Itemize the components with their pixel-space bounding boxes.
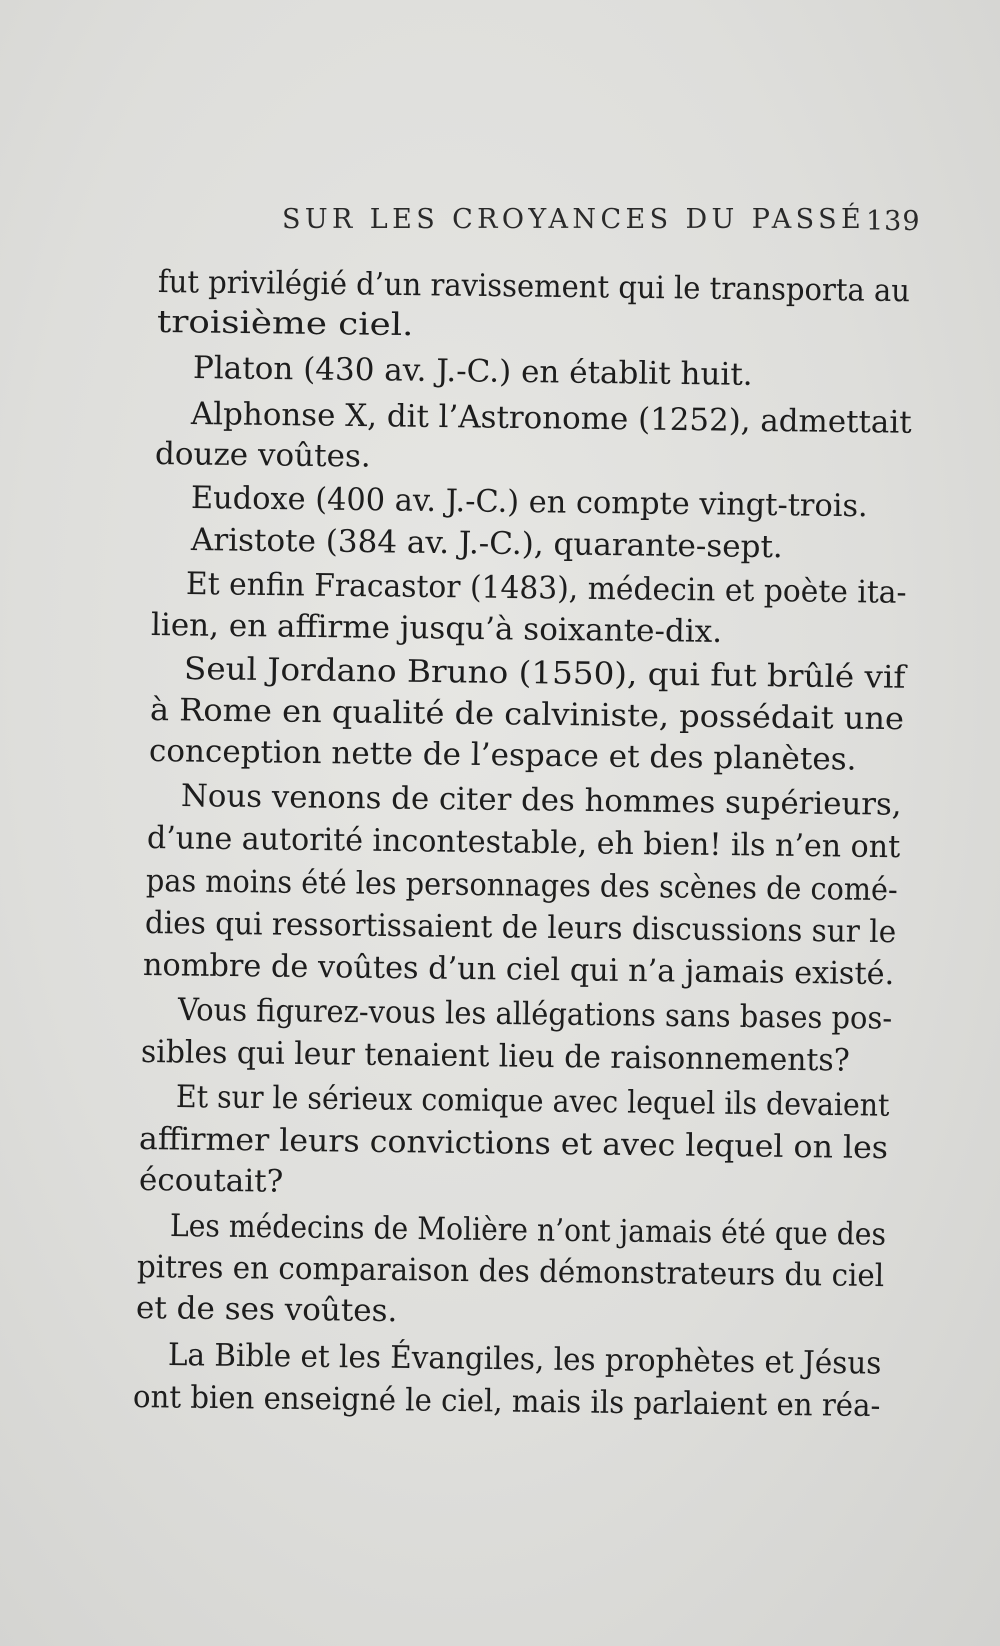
text-line: La Bible et les Évangiles, les prophètes et Jésus bbox=[167, 1337, 882, 1382]
text-line: affirmer leurs convictions et avec lequel on les bbox=[138, 1121, 889, 1167]
text-line: écoutait? bbox=[138, 1162, 284, 1200]
text-line: ont bien enseigné le ciel, mais ils parlaient en réa- bbox=[132, 1379, 881, 1425]
text-line: pas moins été les personnages des scènes de comé- bbox=[145, 863, 898, 909]
text-line: Et sur le sérieux comique avec lequel ils devaient bbox=[175, 1079, 890, 1124]
text-line: Vous figurez-vous les allégations sans bases pos- bbox=[177, 992, 893, 1037]
text-line: lien, en affirme jusqu’à soixante-dix. bbox=[150, 607, 723, 650]
text-line: à Rome en qualité de calviniste, possédait une bbox=[149, 692, 905, 738]
text-line: Les médecins de Molière n’ont jamais été que des bbox=[169, 1208, 887, 1253]
text-line: Seul Jordano Bruno (1550), qui fut brûlé vif bbox=[183, 651, 906, 696]
text-line: Alphonse X, dit l’Astronome (1252), admettait bbox=[190, 396, 912, 441]
text-line: Platon (430 av. J.-C.) en établit huit. bbox=[192, 350, 753, 393]
text-line: troisième ciel. bbox=[156, 304, 414, 344]
text-line: dies qui ressortissaient de leurs discussions sur le bbox=[144, 905, 897, 951]
text-line: Eudoxe (400 av. J.-C.) en compte vingt-trois. bbox=[190, 480, 868, 525]
text-line: pitres en comparaison des démonstrateurs du ciel bbox=[136, 1249, 885, 1295]
running-title: SUR LES CROYANCES DU PASSÉ bbox=[282, 204, 866, 235]
text-line: fut privilégié d’un ravissement qui le transporta au bbox=[157, 264, 911, 310]
text-line: Nous venons de citer des hommes supérieurs, bbox=[180, 778, 902, 823]
text-line: Aristote (384 av. J.-C.), quarante-sept. bbox=[190, 522, 784, 566]
text-line: Et enfin Fracastor (1483), médecin et poète ita- bbox=[185, 566, 907, 611]
text-line: nombre de voûtes d’un ciel qui n’a jamais existé. bbox=[142, 947, 895, 993]
text-line: et de ses voûtes. bbox=[135, 1290, 398, 1330]
text-line: douze voûtes. bbox=[154, 436, 371, 475]
page-number: 139 bbox=[866, 206, 921, 237]
text-line: sibles qui leur tenaient lieu de raisonnements? bbox=[140, 1034, 850, 1079]
text-line: d’une autorité incontestable, eh bien! ils n’en ont bbox=[146, 820, 901, 866]
text-line: conception nette de l’espace et des planètes. bbox=[148, 733, 857, 778]
